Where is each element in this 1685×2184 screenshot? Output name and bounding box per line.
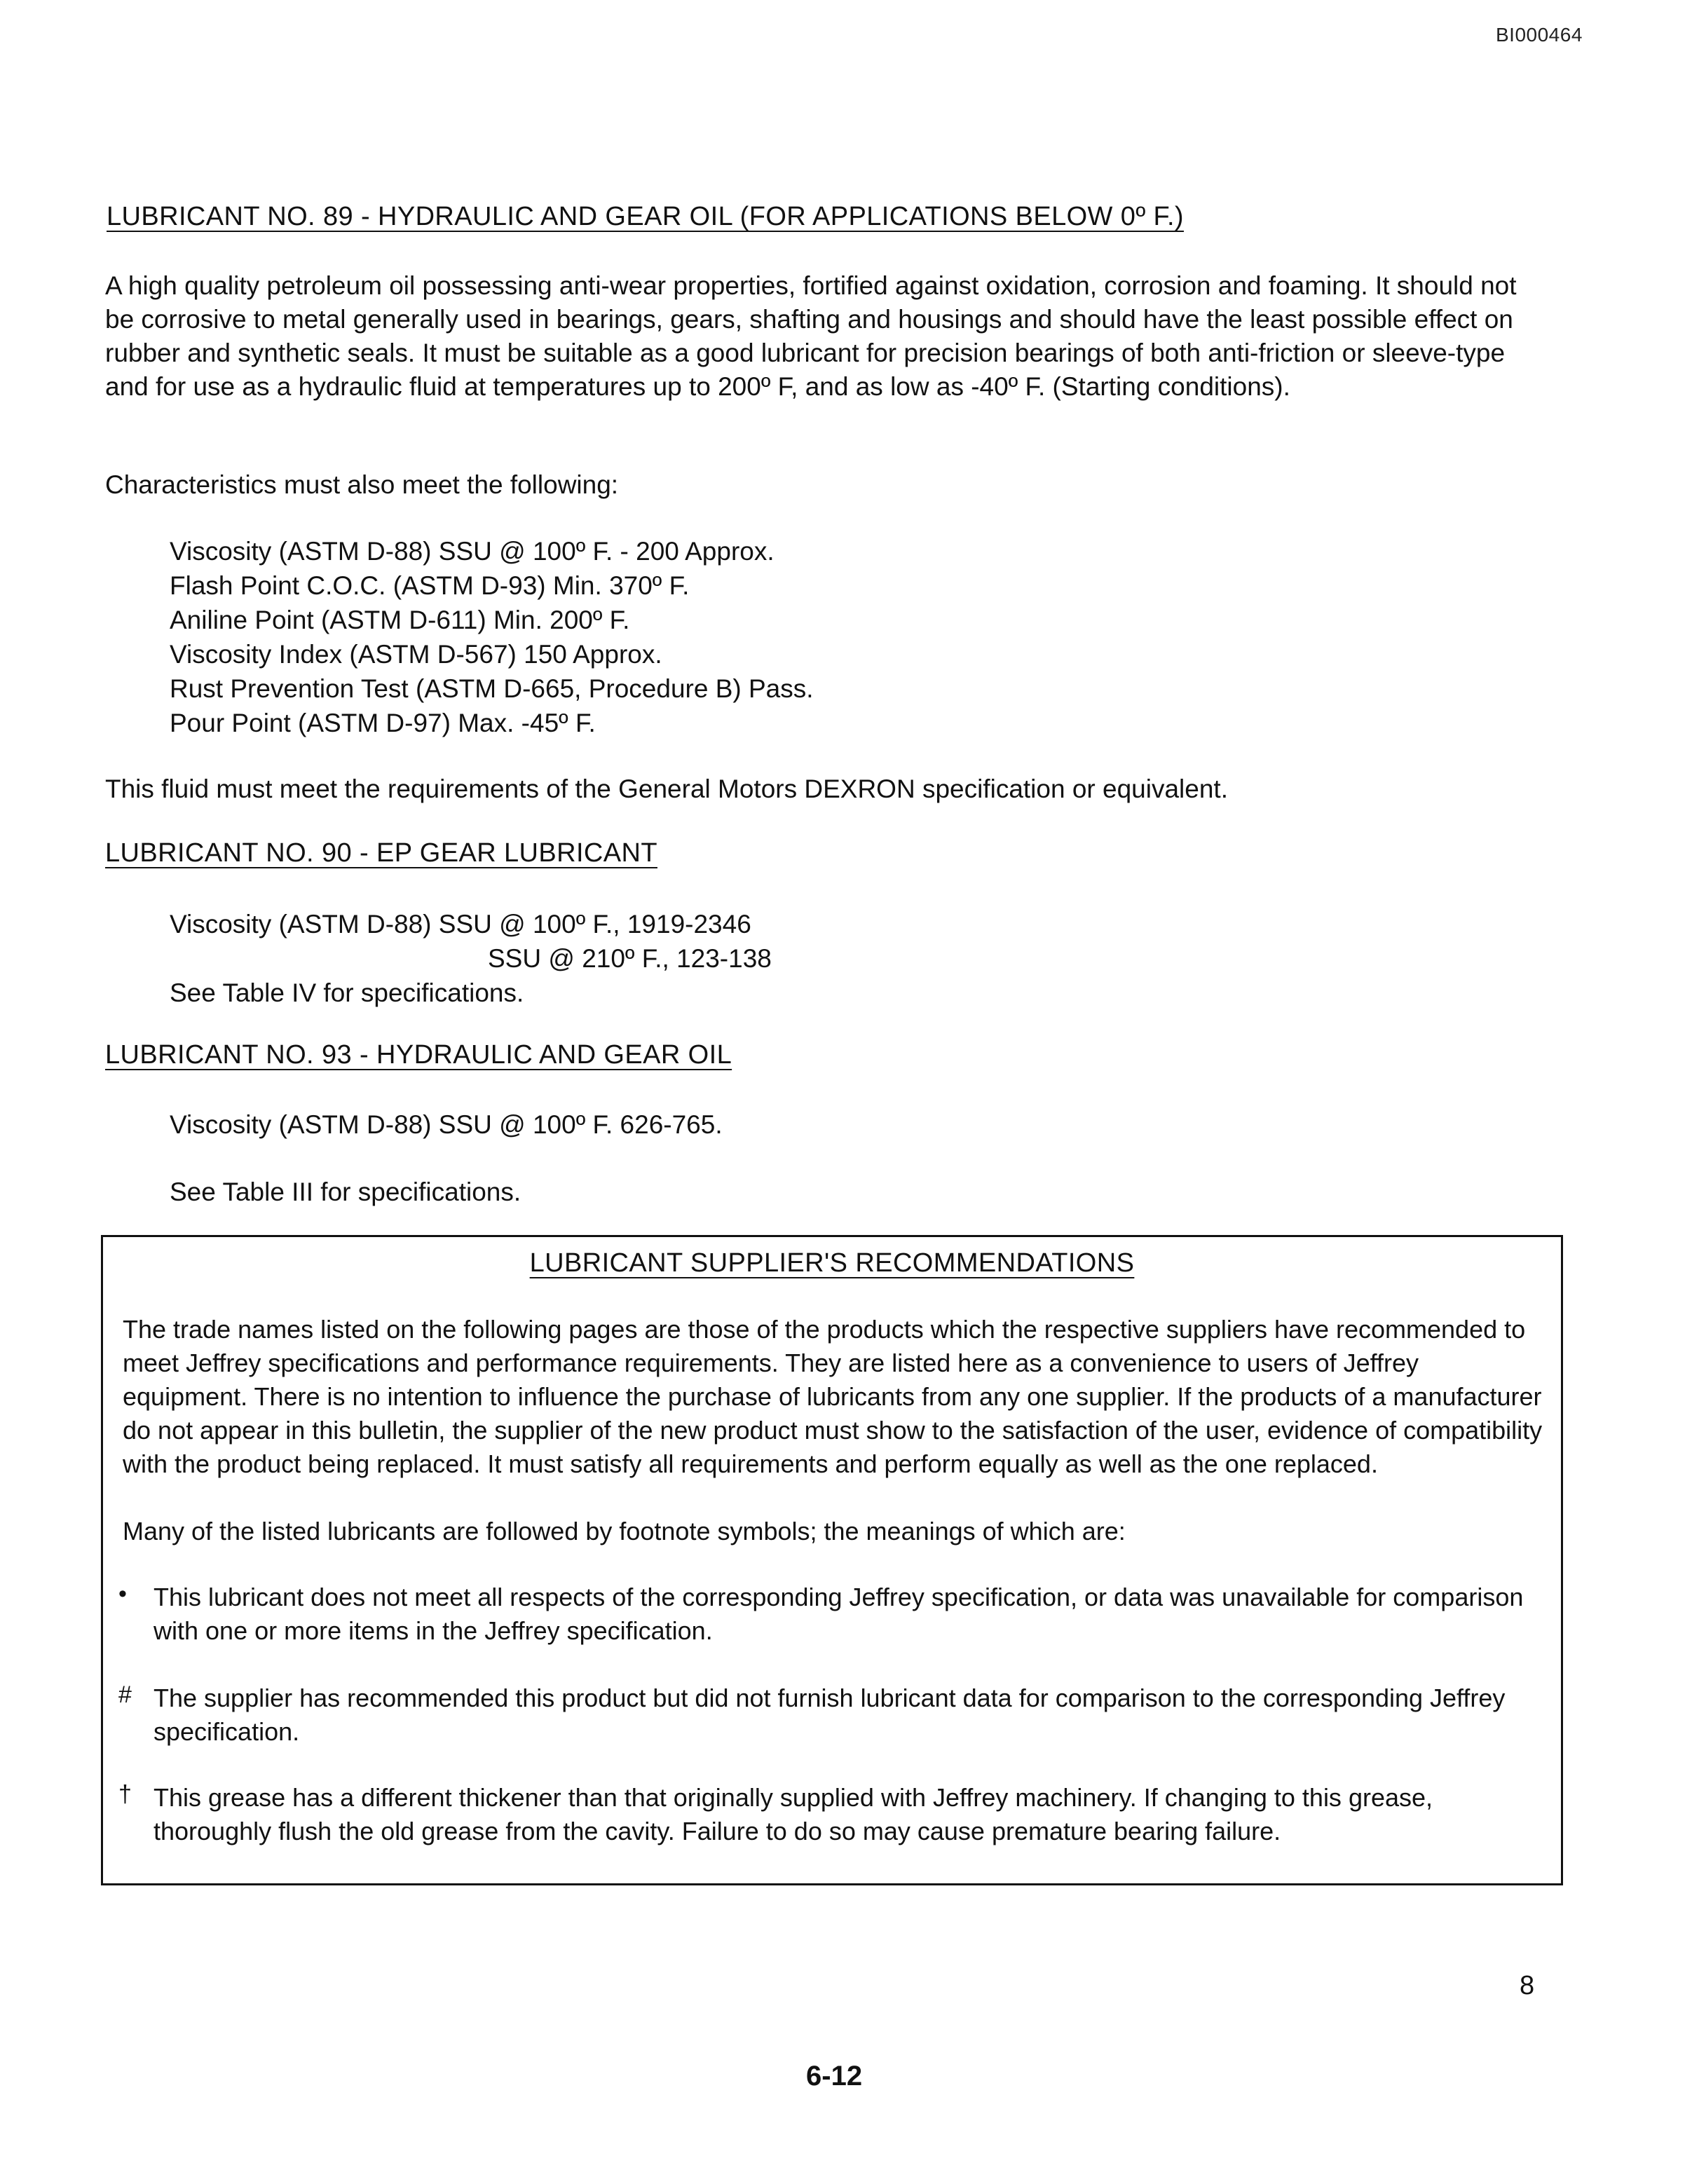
- lubricant-89-heading: LUBRICANT NO. 89 - HYDRAULIC AND GEAR OIL (FOR APPLICATIONS BELOW 0º F.): [107, 202, 1184, 231]
- spec-line: Aniline Point (ASTM D-611) Min. 200º F.: [170, 606, 630, 634]
- lubricant-93-heading: LUBRICANT NO. 93 - HYDRAULIC AND GEAR OIL: [105, 1040, 732, 1070]
- dagger-symbol: †: [118, 1781, 132, 1808]
- footnote-intro: Many of the listed lubricants are followed by footnote symbols; the meanings of which are:: [123, 1517, 1126, 1545]
- spec-line: SSU @ 210º F., 123-138: [488, 944, 772, 973]
- spec-line: See Table IV for specifications.: [170, 978, 524, 1007]
- hash-symbol: #: [118, 1681, 132, 1708]
- lubricant-90-heading: LUBRICANT NO. 90 - EP GEAR LUBRICANT: [105, 838, 657, 868]
- dexron-note: This fluid must meet the requirements of the General Motors DEXRON specification or equivalent.: [105, 774, 1228, 803]
- recommendations-paragraph: The trade names listed on the following pages are those of the products which the respective suppliers have recommended to meet Jeffrey specifications and performance requirements. They are listed here as a convenience to users of Jeffrey equipment. There is no intention to influence the purchase of lubricants from any one supplier. If the products of a manufacturer do not appear in this bulletin, the supplier of the new product must show to the satisfaction of the user, evidence of compatibility with the product being replaced. It must satisfy all requirements and perform equally as well as the one replaced.: [123, 1315, 1543, 1478]
- spec-line: Flash Point C.O.C. (ASTM D-93) Min. 370º F.: [170, 571, 690, 600]
- footnote-text: The supplier has recommended this product but did not furnish lubricant data for comparison to the corresponding Jeffrey specification.: [154, 1684, 1506, 1746]
- characteristics-intro: Characteristics must also meet the following:: [105, 470, 619, 499]
- footnote-text: This grease has a different thickener than that originally supplied with Jeffrey machinery. If changing to this grease, thoroughly flush the old grease from the cavity. Failure to do so may cause premature bearing failure.: [154, 1783, 1433, 1845]
- page-number: 8: [1520, 1971, 1535, 2000]
- document-id: BI000464: [1496, 24, 1583, 46]
- spec-line: Pour Point (ASTM D-97) Max. -45º F.: [170, 709, 596, 737]
- footnote-text: This lubricant does not meet all respects of the corresponding Jeffrey specification, or data was unavailable for comparison with one or more items in the Jeffrey specification.: [154, 1583, 1524, 1645]
- spec-line: Rust Prevention Test (ASTM D-665, Procedure B) Pass.: [170, 674, 814, 703]
- lubricant-89-paragraph: A high quality petroleum oil possessing anti-wear properties, fortified against oxidation, corrosion and foaming. It should not be corrosive to metal generally used in bearings, gears, shafting and housings and should have the least possible effect on rubber and synthetic seals. It must be suitable as a good lubricant for precision bearings of both anti-friction or sleeve-type and for use as a hydraulic fluid at temperatures up to 200º F, and as low as -40º F. (Starting conditions).: [105, 271, 1517, 401]
- bullet-symbol: •: [118, 1581, 127, 1607]
- recommendations-title: LUBRICANT SUPPLIER'S RECOMMENDATIONS: [529, 1248, 1135, 1278]
- footer-page-code: 6-12: [806, 2061, 863, 2091]
- spec-line: Viscosity (ASTM D-88) SSU @ 100º F. - 200 Approx.: [170, 537, 775, 566]
- spec-line: Viscosity (ASTM D-88) SSU @ 100º F., 1919-2346: [170, 910, 751, 939]
- spec-line: See Table III for specifications.: [170, 1178, 521, 1206]
- spec-line: Viscosity (ASTM D-88) SSU @ 100º F. 626-765.: [170, 1110, 723, 1139]
- spec-line: Viscosity Index (ASTM D-567) 150 Approx.: [170, 640, 662, 669]
- supplier-recommendations-box: [101, 1235, 1563, 1885]
